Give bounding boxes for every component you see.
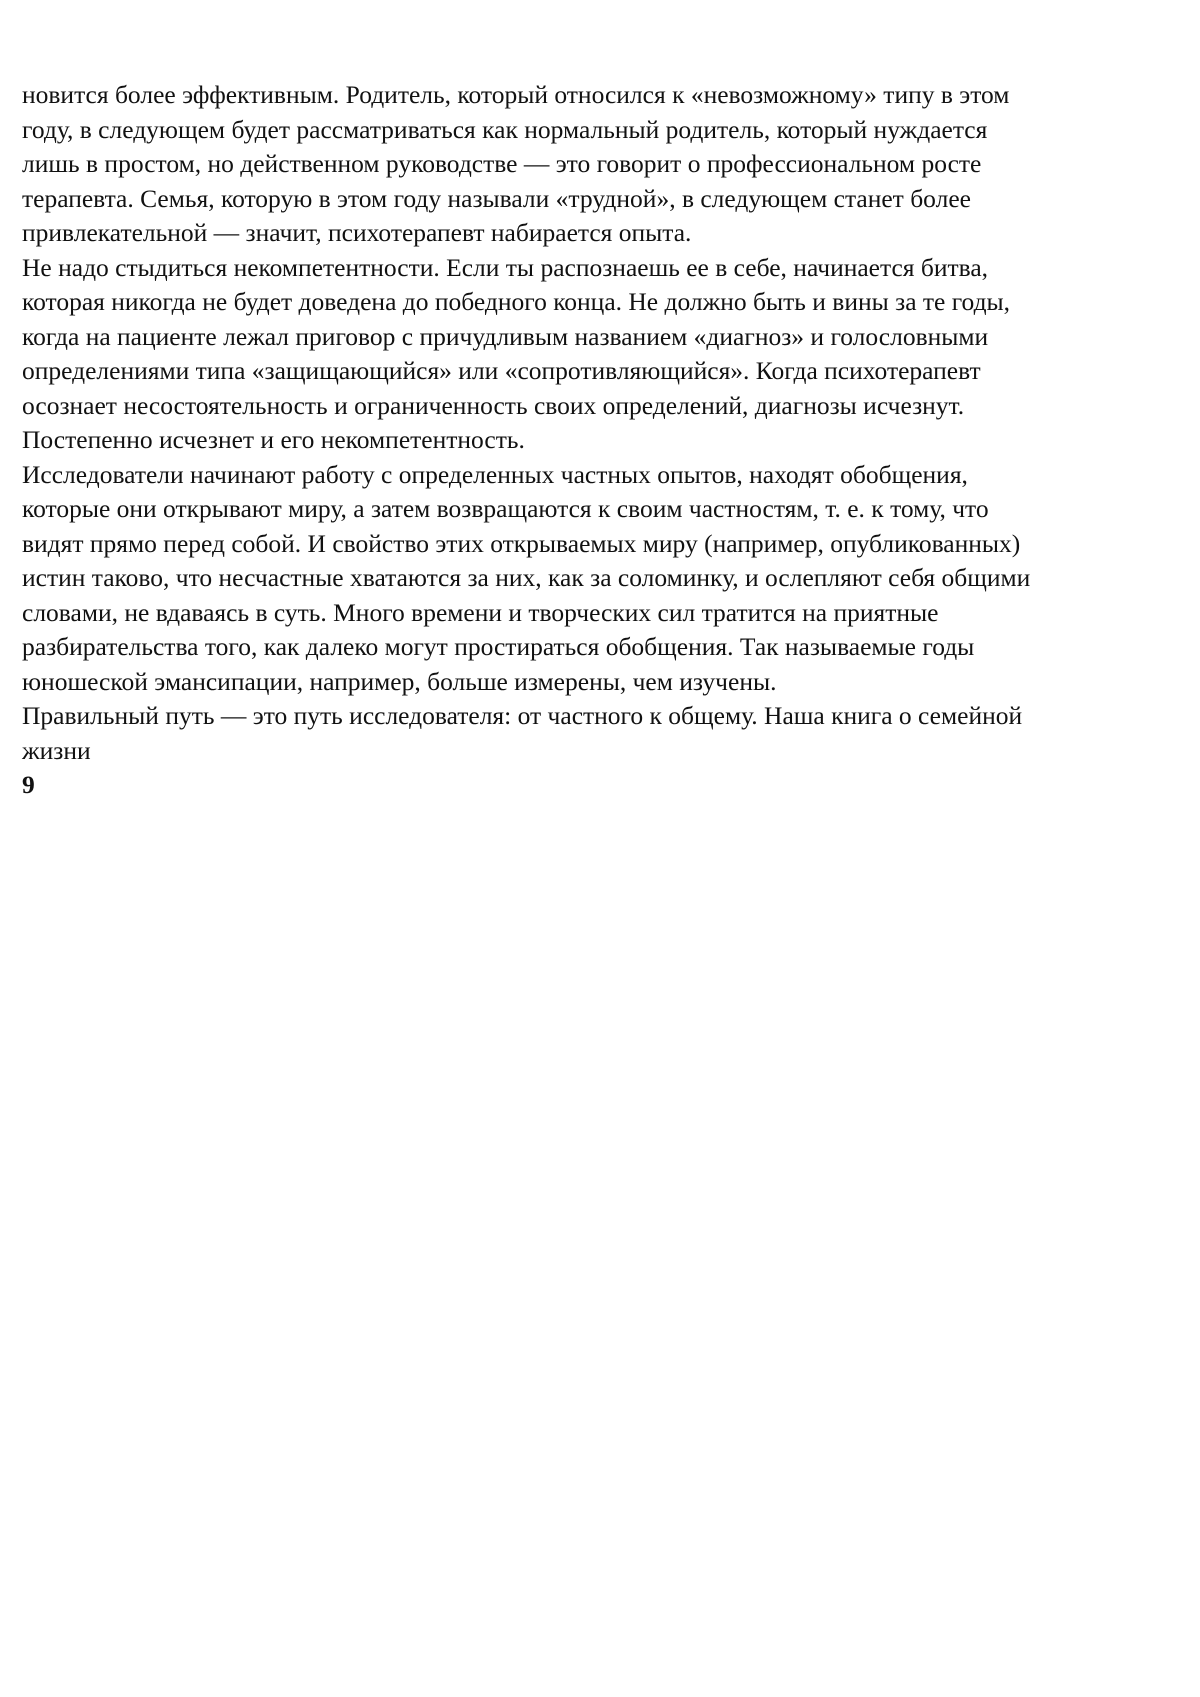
paragraph <box>22 458 1182 700</box>
text-line: определениями типа «защищающийся» или «сопротивляющийся». Когда психотерапевт <box>22 356 981 385</box>
text-line: которые они открывают миру, а затем возвращаются к своим частностям, т. е. к тому, что <box>22 494 989 523</box>
text-line: Исследователи начинают работу с определенных частных опытов, находят обобщения, <box>22 459 968 489</box>
text-line: словами, не вдаваясь в суть. Много времени и творческих сил тратится на приятные <box>22 597 939 627</box>
text-line: Не надо стыдиться некомпетентности. Если ты распознаешь ее в себе, начинается битва, <box>22 252 989 282</box>
text-line: истин таково, что несчастные хватаются за них, как за соломинку, и ослепляют себя общими <box>22 563 1031 592</box>
text-line: привлекательной — значит, психотерапевт набирается опыта. <box>22 218 692 247</box>
text-line: жизни <box>22 735 91 765</box>
text-line: лишь в простом, но действенном руководстве — это говорит о профессиональном росте <box>22 149 982 178</box>
text-line: юношеской эмансипации, например, больше измерены, чем изучены. <box>22 666 777 696</box>
text-line: видят прямо перед собой. И свойство этих открываемых миру (например, опубликованных) <box>22 528 1021 558</box>
document-body <box>22 78 1182 768</box>
text-line: новится более эффективным. Родитель, который относился к «невозможному» типу в этом <box>22 80 1010 109</box>
paragraph <box>22 699 1182 768</box>
text-line: терапевта. Семья, которую в этом году называли «трудной», в следующем станет более <box>22 183 971 213</box>
document-page <box>22 78 1182 803</box>
text-line: Постепенно исчезнет и его некомпетентность. <box>22 425 525 454</box>
text-line: году, в следующем будет рассматриваться как нормальный родитель, который нуждается <box>22 114 988 144</box>
text-line: осознает несостоятельность и ограниченность своих определений, диагнозы исчезнут. <box>22 390 965 420</box>
paragraph <box>22 251 1182 458</box>
paragraph <box>22 78 1182 251</box>
page-number: 9 <box>22 770 35 799</box>
text-line: когда на пациенте лежал приговор с причудливым названием «диагноз» и голословными <box>22 321 989 351</box>
text-line: разбирательства того, как далеко могут простираться обобщения. Так называемые годы <box>22 632 975 661</box>
text-line: Правильный путь — это путь исследователя: от частного к общему. Наша книга о семейной <box>22 701 1023 730</box>
text-line: которая никогда не будет доведена до победного конца. Не должно быть и вины за те годы, <box>22 287 1011 316</box>
